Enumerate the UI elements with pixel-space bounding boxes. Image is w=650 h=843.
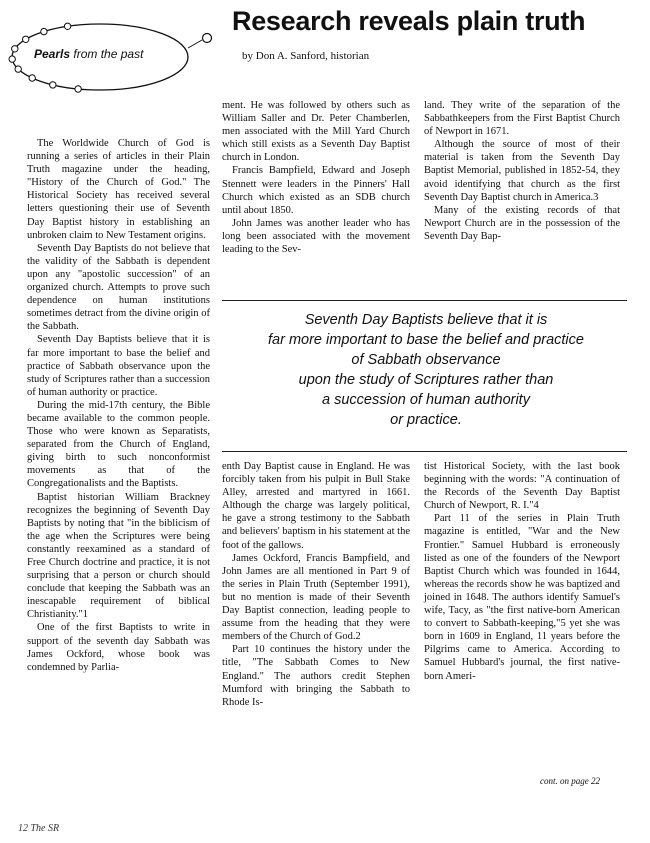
pull-quote <box>226 310 626 430</box>
paragraph: James Ockford, Francis Bampfield, and John James are all mentioned in Part 9 of the series in Plain Truth (September 1991), but no mention is made of their Seventh Day Baptist connection, leading people to assume from the heading that they were members of the Church of God.2 <box>222 552 410 643</box>
column-middle-bottom <box>222 460 410 709</box>
paragraph: Francis Bampfield, Edward and Joseph Stennett were leaders in the Pinners' Hall Church which existed as an SDB church until about 1850. <box>222 165 410 216</box>
paragraph: Part 11 of the series in Plain Truth magazine is entitled, "War and the New Frontier." Samuel Hubbard is erroneously listed as one of the founders of the Newport Baptist Church which was founded in 1644, whereas the records show he was baptized and joined in 1648. The authors identify Samuel's wife, Tacy, as "the first native-born American to convert to Sabbath-keeping,"5 yet she was born in 1609 in England, 11 years before the Pilgrims came to America. According to Samuel Hubbard's journal, the first native-born Ameri- <box>424 513 620 682</box>
column-right-bottom <box>424 460 620 683</box>
pearl-dot <box>50 82 56 88</box>
byline: by Don A. Sanford, historian <box>242 50 370 62</box>
paragraph: During the mid-17th century, the Bible became available to the common people. Those who were known as Separatists, separated from the Church of England, giving birth to such nonconformist movements as that of the Congregationalists and the Baptists. <box>27 399 210 490</box>
pullquote-bottom-rule <box>222 451 627 452</box>
section-label <box>34 47 143 61</box>
pearl-dot <box>75 86 81 92</box>
paragraph: John James was another leader who has long been associated with the movement leading to the Sev- <box>222 217 410 256</box>
paragraph: Many of the existing records of that Newport Church are in the possession of the Seventh Day Bap- <box>424 204 620 242</box>
paragraph: enth Day Baptist cause in England. He was forcibly taken from his pulpit in Bull Stake Alley, arrested and martyred in 1661. Although the charge was largely political, he gave a strong testimony to the Sabbath and believers' baptism in his statement at the foot of the gallows. <box>222 461 410 551</box>
continued-note: cont. on page 22 <box>540 776 600 786</box>
section-label-bold: Pearls <box>34 47 71 61</box>
paragraph: ment. He was followed by others such as William Saller and Dr. Peter Chamberlen, men associated with the Mill Yard Church which still exists as a Seventh Day Baptist church in London. <box>222 100 410 164</box>
paragraph: Although the source of most of their material is taken from the Seventh Day Baptist Memorial, published in 1852-54, they avoid identifying that church as the first Seventh Day Baptist church in America.3 <box>424 139 620 203</box>
column-middle-top <box>222 99 410 256</box>
pearl-dot <box>64 23 70 29</box>
pearl-dot <box>12 46 18 52</box>
paragraph: land. They write of the separation of the Sabbathkeepers from the First Baptist Church of Newport in 1671. <box>424 100 620 138</box>
paragraph: One of the first Baptists to write in support of the seventh day Sabbath was James Ockford, whose book was condemned by Parlia- <box>27 622 210 673</box>
article-title: Research reveals plain truth <box>232 6 586 36</box>
paragraph: The Worldwide Church of God is running a series of articles in their Plain Truth magazine under the heading, "History of the Church of God." The Historical Society has received several letters questioning their use of Seventh Day Baptist history in establishing an unbroken claim to New Testament origins. <box>27 138 210 241</box>
pull-quote-line: of Sabbath observance <box>351 352 501 368</box>
pearl-end <box>203 34 212 43</box>
pearl-dot <box>23 36 29 42</box>
page-footer: 12 The SR <box>18 823 60 834</box>
pearl-dot <box>9 56 15 62</box>
paragraph: Seventh Day Baptists do not believe that the validity of the Sabbath is dependent upon any "apostolic succession" of an organized church. Attempts to prove such dependence on human institutions sometimes detract from the divine origin of the Sabbath. <box>27 242 210 333</box>
pull-quote-line: a succession of human authority <box>322 392 530 408</box>
pearl-dot <box>41 28 47 34</box>
pull-quote-line: far more important to base the belief and practice <box>268 332 584 348</box>
pullquote-top-rule <box>222 300 627 301</box>
column-left <box>27 137 210 674</box>
pearl-dot <box>29 75 35 81</box>
paragraph: Baptist historian William Brackney recognizes the beginning of Seventh Day Baptists by noting that "in the biblicism of the age when the Scriptures were being constantly reexamined as a standard of Free Church doctrine and practice, it is not surprising that a person or church should conclude that keeping the Sabbath was an inescapable requirement of biblical Christianity."1 <box>27 491 210 621</box>
paragraph: tist Historical Society, with the last book beginning with the words: "A continuation of the Records of the Seventh Day Baptist Church of Newport, R. I."4 <box>424 461 620 512</box>
paragraph: Seventh Day Baptists believe that it is far more important to base the belief and practice of Sabbath observance upon the study of Scriptures rather than a succession of human authority or practice. <box>27 334 210 398</box>
paragraph: Part 10 continues the history under the title, "The Sabbath Comes to New England." The authors credit Stephen Mumford with bringing the Sabbath to Rhode Is- <box>222 644 410 708</box>
pull-quote-line: upon the study of Scriptures rather than <box>298 372 554 388</box>
pearl-string <box>188 40 202 48</box>
pull-quote-line: or practice. <box>390 412 462 428</box>
section-label-rest: from the past <box>70 47 144 61</box>
pearl-dot <box>15 66 21 72</box>
pull-quote-line: Seventh Day Baptists believe that it is <box>304 312 548 328</box>
column-right-top <box>424 99 620 243</box>
